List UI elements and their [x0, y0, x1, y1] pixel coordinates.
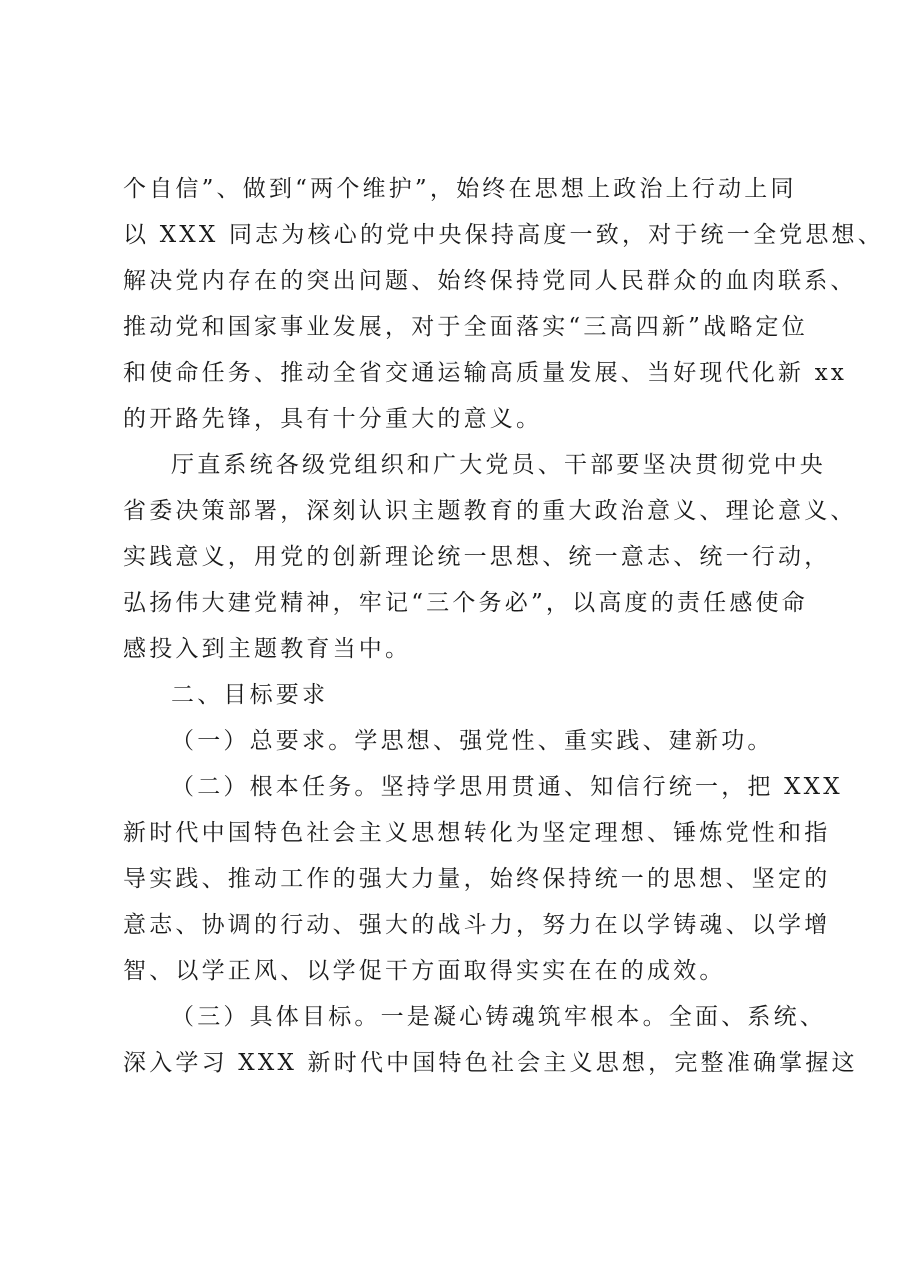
document-body — [123, 166, 884, 1086]
text-line: 弘扬伟大建党精神，牢记“三个务必”，以高度的责任感使命 — [123, 590, 808, 616]
text-line: 意志、协调的行动、强大的战斗力，努力在以学铸魂、以学增 — [123, 912, 831, 938]
text-line: 推动党和国家事业发展，对于全面落实“三高四新”战略定位 — [123, 314, 808, 340]
text-line: 和使命任务、推动全省交通运输高质量发展、当好现代化新 xx — [123, 360, 848, 386]
text-line: 省委决策部署，深刻认识主题教育的重大政治意义、理论意义、 — [123, 498, 857, 524]
text-line: 二、目标要求 — [171, 682, 329, 708]
text-line: 以 XXX 同志为核心的党中央保持高度一致，对于统一全党思想、 — [123, 222, 884, 248]
text-line: 的开路先锋，具有十分重大的意义。 — [123, 406, 543, 432]
text-line: 深入学习 XXX 新时代中国特色社会主义思想，完整准确掌握这 — [123, 1050, 858, 1076]
text-line: 个自信”、做到“两个维护”，始终在思想上政治上行动上同 — [123, 176, 797, 202]
text-line: 厅直系统各级党组织和广大党员、干部要坚决贯彻党中央 — [171, 452, 826, 478]
text-line: （三）具体目标。一是凝心铸魂筑牢根本。全面、系统、 — [171, 1004, 826, 1030]
text-line: 导实践、推动工作的强大力量，始终保持统一的思想、坚定的 — [123, 866, 831, 892]
text-line: 感投入到主题教育当中。 — [123, 636, 412, 662]
text-line: （一）总要求。学思想、强党性、重实践、建新功。 — [171, 728, 774, 754]
text-line: 新时代中国特色社会主义思想转化为坚定理想、锤炼党性和指 — [123, 820, 831, 846]
text-line: （二）根本任务。坚持学思用贯通、知信行统一，把 XXX — [171, 774, 843, 800]
text-line: 实践意义，用党的创新理论统一思想、统一意志、统一行动， — [123, 544, 831, 570]
text-line: 解决党内存在的突出问题、始终保持党同人民群众的血肉联系、 — [123, 268, 857, 294]
text-line: 智、以学正风、以学促干方面取得实实在在的成效。 — [123, 958, 726, 984]
